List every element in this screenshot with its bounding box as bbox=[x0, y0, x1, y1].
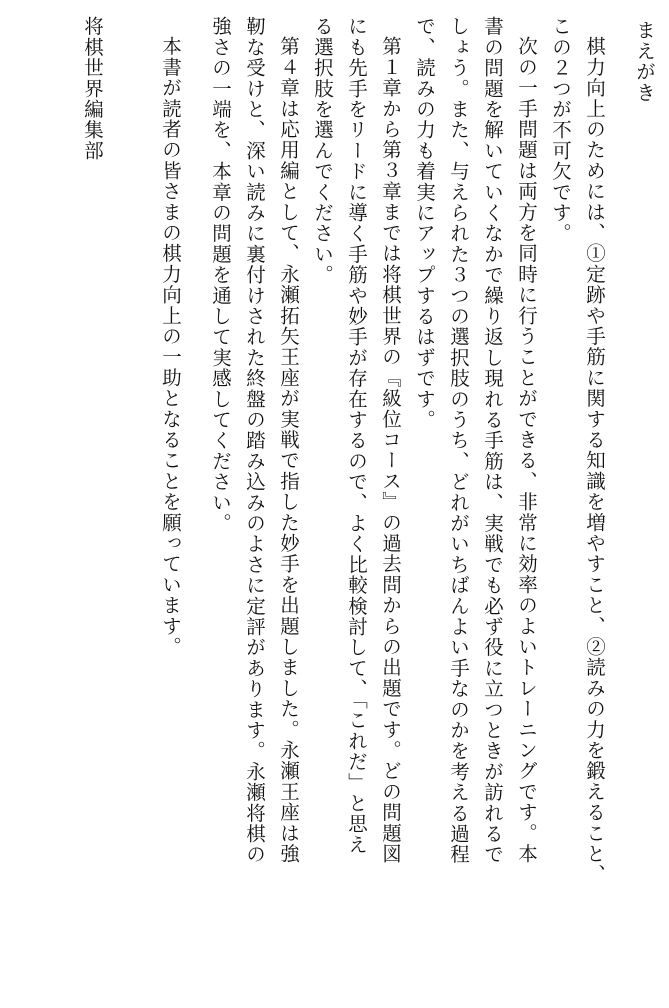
body-column-11: 靭な受けと、深い読みに裏付けされた終盤の踏み込みのよさに定評があります。永瀬将棋の bbox=[243, 16, 264, 865]
body-column-9: る選択肢を選んでください。 bbox=[311, 16, 332, 286]
body-column-13: 本書が読者の皆さまの棋力向上の一助となることを願っています。 bbox=[159, 36, 180, 657]
paragraph-spacer bbox=[179, 16, 195, 988]
body-column-3: 次の一手問題は両方を同時に行うことができる、非常に効率のよいトレーニングです。本 bbox=[515, 36, 536, 864]
signature-spacer bbox=[111, 16, 145, 988]
body-column-4: 書の問題を解いていくなかで繰り返し現れる手筋は、実戦でも必ず役に立つときが訪れるで bbox=[481, 16, 502, 865]
body-column-10: 第４章は応用編として、永瀬拓矢王座が実戦で指した妙手を出題しました。永瀬王座は強 bbox=[277, 36, 298, 864]
body-column-1: 棋力向上のためには、①定跡や手筋に関する知識を増やすこと、②読みの力を鍛えること、 bbox=[583, 36, 604, 885]
body-column-6: で、読みの力も着実にアップするはずです。 bbox=[413, 16, 434, 430]
heading-spacer bbox=[603, 16, 619, 988]
body-column-12: 強さの一端を、本章の問題を通して実感してください。 bbox=[209, 16, 230, 534]
body-column-8: にも先手をリードに導く手筋や妙手が存在するので、よく比較検討して、「これだ」と思え bbox=[345, 16, 366, 855]
vertical-text-body bbox=[16, 16, 653, 988]
page-heading: まえがき bbox=[633, 20, 654, 103]
body-column-5: しょう。また、与えられた３つの選択肢のうち、どれがいちばんよい手なのかを考える過程 bbox=[447, 16, 468, 865]
body-column-7: 第１章から第３章までは将棋世界の『級位コース』の過去問からの出題です。どの問題図 bbox=[379, 36, 400, 864]
body-column-2: この２つが不可欠です。 bbox=[549, 16, 570, 244]
signature: 将棋世界編集部 bbox=[81, 16, 102, 161]
